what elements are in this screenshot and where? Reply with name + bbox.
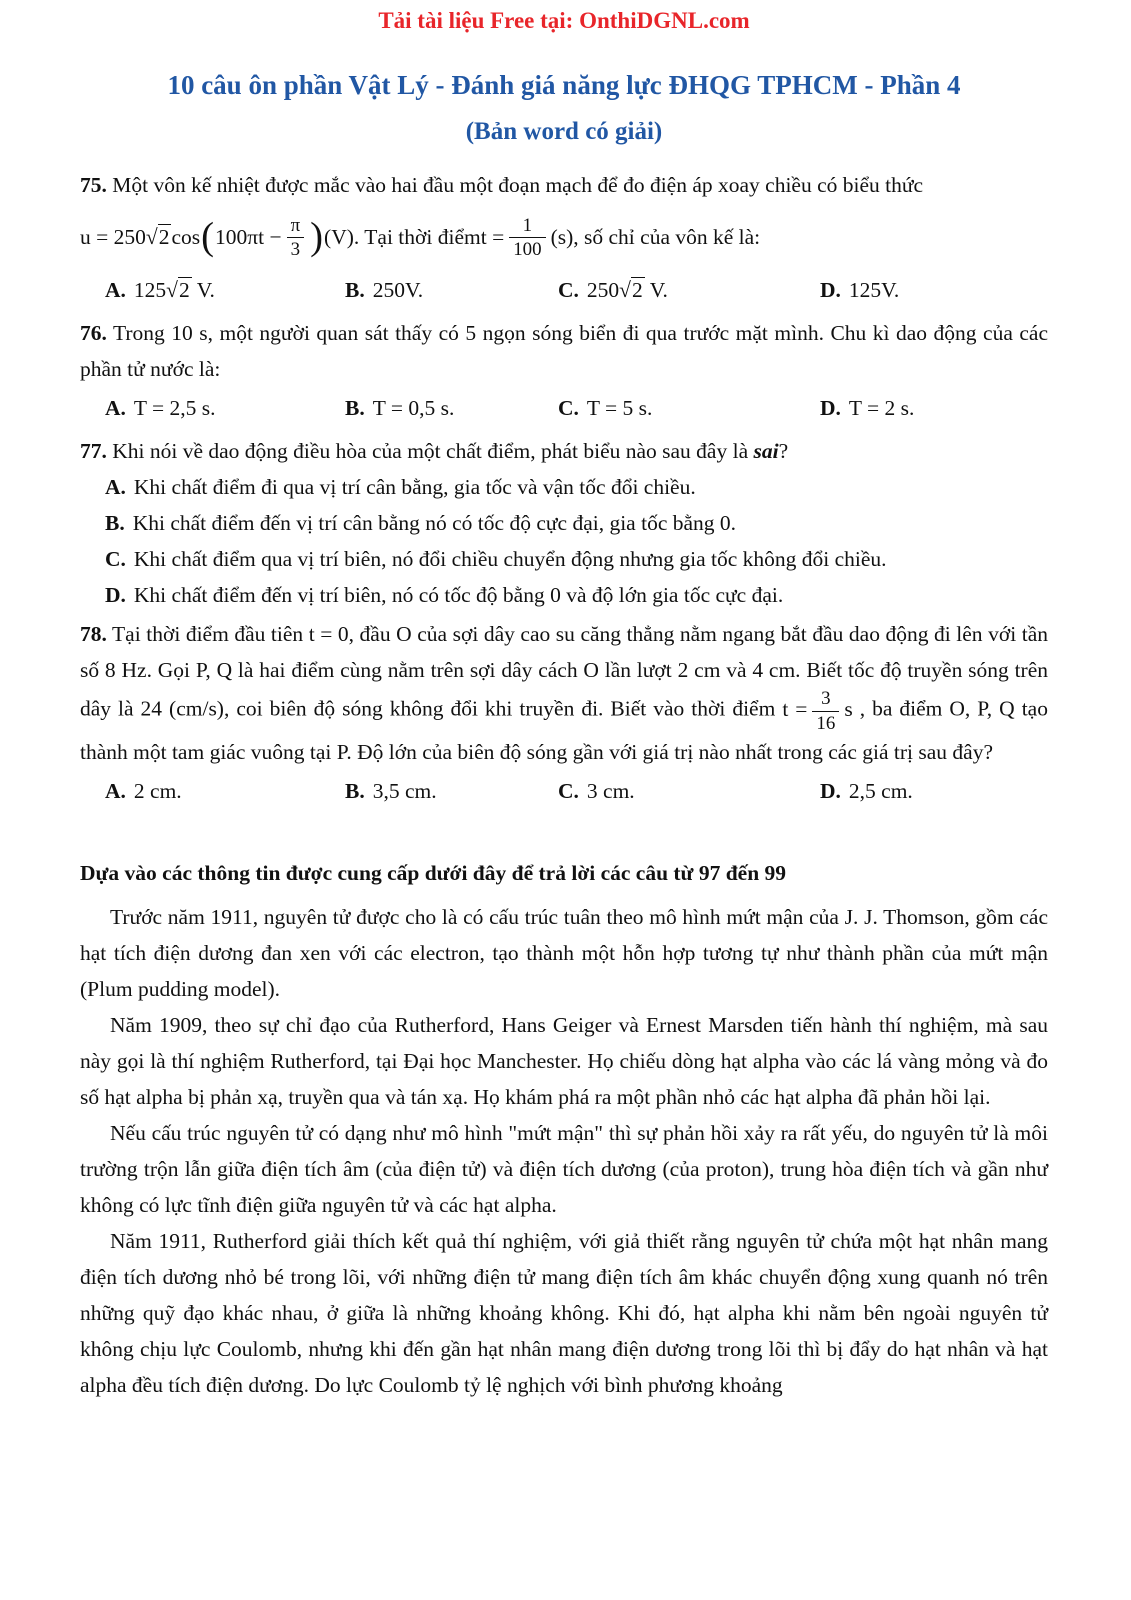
option-text: T = 2,5 s. (133, 396, 216, 421)
question-78-options (80, 773, 1048, 809)
option-letter: B. (345, 278, 365, 303)
question-77-tail: ? (778, 439, 789, 464)
option-76-c (558, 390, 820, 426)
option-letter: A. (105, 396, 126, 421)
option-78-c (558, 773, 820, 809)
option-text: 125√2 V. (133, 278, 215, 303)
question-75-options (80, 272, 1048, 308)
option-text: Khi chất điểm đi qua vị trí cân bằng, gia tốc và vận tốc đổi chiều. (133, 475, 696, 500)
option-text: 125V. (848, 278, 900, 303)
option-letter: B. (345, 396, 365, 421)
question-78-text (80, 616, 1048, 769)
option-text: T = 2 s. (848, 396, 915, 421)
question-75-formula: u = 250 √2 cos ( 100πt − $\frac{\pi}{3}$ ) (V) . Tại thời điểm t = $\frac{1}{100}$ (s) , số chỉ của vôn kế là: (80, 215, 761, 261)
option-75-b (345, 272, 558, 308)
question-77-text (80, 433, 1048, 469)
option-letter: D. (820, 778, 841, 803)
passage-paragraph-3: Nếu cấu trúc nguyên tử có dạng như mô hình "mứt mận" thì sự phản hồi xảy ra rất yếu, do nguyên tử là môi trường trộn lẫn giữa điện tích âm (của điện tử) và điện tích dương (của proton), trung hòa điện tích và gần như không có lực tĩnh điện giữa nguyên tử và các hạt alpha. (80, 1120, 1048, 1217)
question-78-body-2: , ba điểm O, P, Q tạo thành một tam giác vuông tại P. Độ lớn của biên độ sóng gần với giá trị nào nhất trong các giá trị sau đây? (80, 697, 1048, 764)
option-75-c (558, 272, 820, 308)
option-75-a (105, 272, 345, 308)
question-77-body: Khi nói về dao động điều hòa của một chất điểm, phát biểu nào sau đây là (112, 439, 754, 464)
option-77-b (80, 505, 1048, 541)
option-text: 250V. (372, 278, 424, 303)
option-text: 2 cm. (133, 778, 182, 803)
option-text: Khi chất điểm đến vị trí biên, nó có tốc độ bằng 0 và độ lớn gia tốc cực đại. (133, 583, 784, 608)
option-77-d (80, 577, 1048, 613)
question-76-body: Trong 10 s, một người quan sát thấy có 5 ngọn sóng biển đi qua trước mặt mình. Chu kì dao động của các phần tử nước là: (80, 321, 1048, 382)
question-76-options (80, 390, 1048, 426)
option-text: Khi chất điểm qua vị trí biên, nó đổi chiều chuyển động nhưng gia tốc không đổi chiều. (133, 547, 887, 572)
option-letter: D. (820, 278, 841, 303)
option-77-a (80, 469, 1048, 505)
option-text: 2,5 cm. (848, 778, 913, 803)
question-78-formula: t = $\frac{3}{16}$ s (782, 688, 853, 734)
option-letter: A. (105, 778, 126, 803)
option-letter: A. (105, 278, 126, 303)
option-text: T = 5 s. (586, 396, 653, 421)
question-76 (80, 315, 1048, 426)
promo-banner: Tải tài liệu Free tại: OnthiDGNL.com (378, 8, 750, 33)
question-75-intro: Một vôn kế nhiệt được mắc vào hai đầu một đoạn mạch để đo điện áp xoay chiều có biểu thức (112, 173, 924, 198)
option-letter: B. (105, 511, 125, 536)
option-letter: C. (105, 547, 126, 572)
passage-paragraph-1: Trước năm 1911, nguyên tử được cho là có cấu trúc tuân theo mô hình mứt mận của J. J. Thomson, gồm các hạt tích điện dương đan xen với các electron, tạo thành một hỗn hợp tương tự như thành phần của mứt mận (Plum pudding model). (80, 904, 1048, 1001)
question-76-text (80, 315, 1048, 387)
passage-paragraph-4: Năm 1911, Rutherford giải thích kết quả thí nghiệm, với giả thiết rằng nguyên tử chứa một hạt nhân mang điện tích dương nhỏ bé trong lõi, với những điện tử mang điện tích âm khác chuyển động xung quanh nó trên những quỹ đạo khác nhau, ở giữa là những khoảng không. Khi đó, hạt alpha khi nằm bên ngoài nguyên tử không chịu lực Coulomb, nhưng khi đến gần hạt nhân mang điện dương trong lõi thì bị đẩy do hạt nhân và hạt alpha đều tích điện dương. Do lực Coulomb tỷ lệ nghịch với bình phương khoảng (80, 1228, 1048, 1397)
option-letter: D. (820, 396, 841, 421)
option-78-a (105, 773, 345, 809)
reading-passage (80, 855, 1048, 1403)
option-text: 250√2 V. (586, 278, 668, 303)
option-78-d (820, 773, 1048, 809)
question-75-text (80, 167, 1048, 203)
question-77-number: 77. (80, 439, 107, 464)
question-75 (80, 167, 1048, 308)
question-76-number: 76. (80, 321, 107, 346)
option-77-c (80, 541, 1048, 577)
option-letter: C. (558, 778, 579, 803)
option-text: 3 cm. (586, 778, 635, 803)
question-78-number: 78. (80, 622, 107, 647)
option-text: Khi chất điểm đến vị trí cân bằng nó có tốc độ cực đại, gia tốc bằng 0. (132, 511, 737, 536)
document-title: 10 câu ôn phần Vật Lý - Đánh giá năng lực ĐHQG TPHCM - Phần 4 (167, 70, 961, 100)
option-letter: B. (345, 778, 365, 803)
option-text: 3,5 cm. (372, 778, 437, 803)
question-77-emphasis: sai (753, 439, 779, 464)
option-75-d (820, 272, 1048, 308)
option-76-d (820, 390, 1048, 426)
option-78-b (345, 773, 558, 809)
passage-paragraph-2: Năm 1909, theo sự chỉ đạo của Rutherford, Hans Geiger và Ernest Marsden tiến hành thí nghiệm, mà sau này gọi là thí nghiệm Rutherford, tại Đại học Manchester. Họ chiếu dòng hạt alpha vào các lá vàng mỏng và đo số hạt alpha bị phản xạ, truyền qua và tán xạ. Họ khám phá ra một phần nhỏ các hạt alpha đã phản hồi lại. (80, 1012, 1048, 1109)
option-letter: A. (105, 475, 126, 500)
option-letter: D. (105, 583, 126, 608)
question-78-body-1: Tại thời điểm đầu tiên t = 0, đầu O của sợi dây cao su căng thẳng nằm ngang bắt đầu dao động đi lên với tần số 8 Hz. Gọi P, Q là hai điểm cùng nằm trên sợi dây cách O lần lượt 2 cm và 4 cm. Biết tốc độ truyền sóng trên dây là 24 (cm/s), coi biên độ sóng không đổi khi truyền đi. Biết vào thời điểm (80, 622, 1048, 722)
option-text: T = 0,5 s. (372, 396, 455, 421)
question-78 (80, 616, 1048, 808)
document-subtitle: (Bản word có giải) (465, 118, 663, 146)
option-76-b (345, 390, 558, 426)
option-letter: C. (558, 278, 579, 303)
option-letter: C. (558, 396, 579, 421)
question-77 (80, 433, 1048, 613)
question-75-number: 75. (80, 173, 107, 198)
option-76-a (105, 390, 345, 426)
passage-heading: Dựa vào các thông tin được cung cấp dưới đây để trả lời các câu từ 97 đến 99 (80, 860, 787, 885)
